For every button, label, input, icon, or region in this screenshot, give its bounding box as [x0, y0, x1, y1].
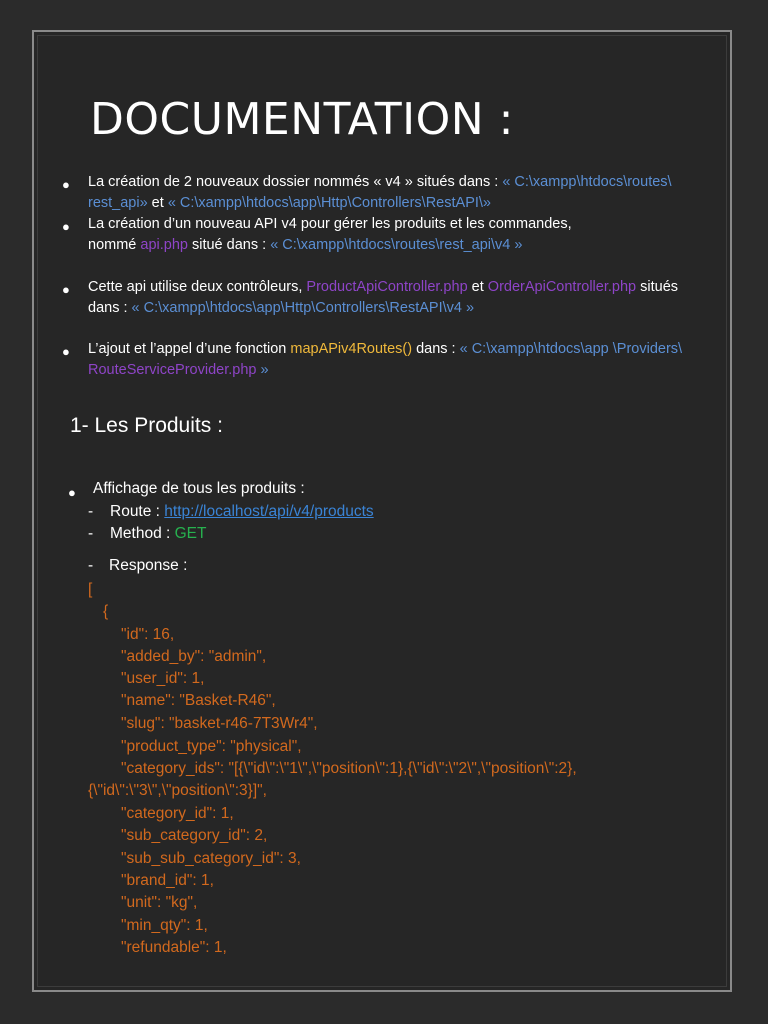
- folder-path: « C:\xampp\htdocs\app \Providers\: [459, 341, 683, 357]
- folder-path: »: [256, 362, 269, 378]
- code-line: "name": "Basket-R46",: [121, 692, 276, 709]
- response-label: Response :: [109, 557, 188, 574]
- folder-path: « C:\xampp\htdocs\routes\: [502, 174, 672, 190]
- text: situés: [636, 279, 679, 295]
- intro-item-2-line-1: La création d’un nouveau API v4 pour gérer les produits et les commandes,: [88, 216, 572, 232]
- bullet-icon: ●: [68, 485, 76, 500]
- route-line: [110, 503, 374, 521]
- code-line: "added_by": "admin",: [121, 648, 267, 665]
- folder-path: « C:\xampp\htdocs\app\Http\Controllers\RestAPI\»: [167, 195, 491, 211]
- intro-item-4-line-2: [88, 360, 269, 381]
- page-title: DOCUMENTATION :: [90, 94, 514, 145]
- folder-path: « C:\xampp\htdocs\routes\rest_api\v4 »: [270, 237, 523, 253]
- code-line: {\"id\":\"3\",\"position\":3}]",: [88, 782, 267, 799]
- intro-item-4-line-1: [88, 339, 682, 360]
- file-name: RouteServiceProvider.php: [88, 362, 257, 378]
- intro-item-3-line-1: [88, 277, 678, 298]
- route-label: Route :: [110, 503, 165, 520]
- bullet-icon: ●: [62, 282, 70, 297]
- folder-path: rest_api»: [88, 195, 148, 211]
- text: et: [147, 195, 168, 211]
- folder-path: « C:\xampp\htdocs\app\Http\Controllers\RestAPI\v4 »: [131, 300, 475, 316]
- dash: -: [88, 525, 94, 542]
- text: L’ajout et l’appel d’une fonction: [88, 341, 291, 357]
- file-name: ProductApiController.php: [306, 279, 468, 295]
- bullet-icon: ●: [62, 219, 70, 234]
- code-line: "product_type": "physical",: [121, 738, 302, 755]
- text: nommé: [88, 237, 141, 253]
- text: dans :: [412, 341, 460, 357]
- text: et: [467, 279, 488, 295]
- bullet-icon: ●: [62, 344, 70, 359]
- intro-item-1-line-2: [88, 193, 491, 214]
- code-line: "min_qty": 1,: [121, 917, 208, 934]
- dash: -: [88, 503, 94, 520]
- code-line: "id": 16,: [121, 626, 175, 643]
- intro-item-1-line-1: [88, 172, 672, 193]
- intro-item-3-line-2: [88, 298, 474, 319]
- code-line: "slug": "basket-r46-7T3Wr4",: [121, 715, 318, 732]
- text: situé dans :: [187, 237, 271, 253]
- code-line: "sub_sub_category_id": 3,: [121, 850, 301, 867]
- text: dans :: [88, 300, 132, 316]
- section-item: Affichage de tous les produits :: [93, 480, 305, 497]
- code-line: "sub_category_id": 2,: [121, 827, 268, 844]
- route-link[interactable]: http://localhost/api/v4/products: [164, 503, 374, 520]
- bullet-icon: ●: [62, 177, 70, 192]
- code-line: "refundable": 1,: [121, 939, 227, 956]
- method-label: Method :: [110, 525, 175, 542]
- method-value: GET: [174, 525, 207, 542]
- code-line: "category_id": 1,: [121, 805, 234, 822]
- code-line: "category_ids": "[{\"id\":\"1\",\"position\":1},{\"id\":\"2\",\"position\":2},: [121, 760, 577, 777]
- file-name: OrderApiController.php: [487, 279, 637, 295]
- text: Cette api utilise deux contrôleurs,: [88, 279, 307, 295]
- code-line: [: [88, 581, 93, 598]
- function-name: mapAPiv4Routes(): [290, 341, 413, 357]
- code-line: "brand_id": 1,: [121, 872, 214, 889]
- method-line: [110, 525, 207, 543]
- code-line: {: [103, 603, 109, 620]
- section-heading: 1- Les Produits :: [70, 414, 223, 437]
- file-name: api.php: [140, 237, 188, 253]
- text: La création de 2 nouveaux dossier nommés « v4 » situés dans :: [88, 174, 503, 190]
- code-line: "unit": "kg",: [121, 894, 198, 911]
- dash: -: [88, 557, 94, 574]
- intro-item-2-line-2: [88, 235, 522, 256]
- code-line: "user_id": 1,: [121, 670, 205, 687]
